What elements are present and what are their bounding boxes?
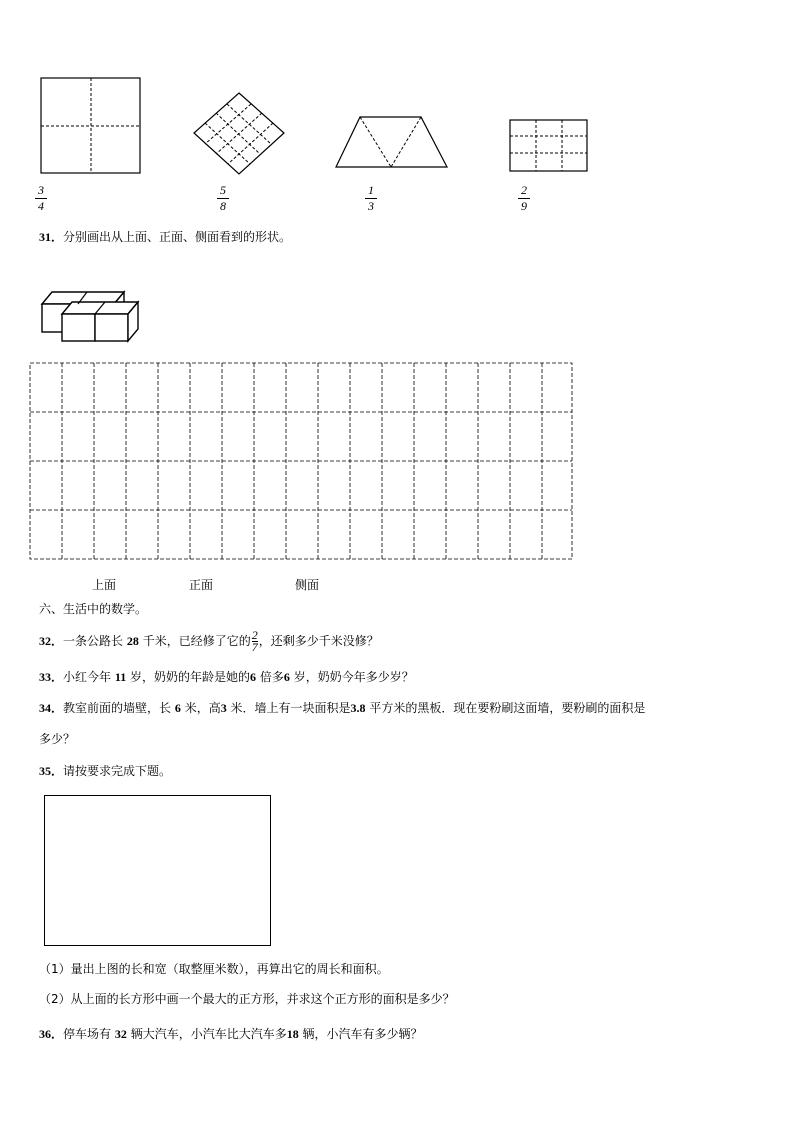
fraction-label-2: 5 8: [216, 184, 230, 213]
q32-fraction: $\frac{2}{7}$: [251, 628, 258, 654]
square-quarters-figure: [40, 77, 142, 175]
measure-rectangle: [44, 795, 271, 946]
fraction-label-4: 2 9: [517, 184, 531, 213]
view-label-front: 正面: [189, 578, 214, 592]
question-35-sub2: （2）从上面的长方形中画一个最大的正方形，并求这个正方形的面积是多少？: [39, 992, 455, 1006]
question-34: 34．教室前面的墙壁，长 6 米，高3 米．墙上有一块面积是3.8 平方米的黑板．现在要粉刷这面墙，要粉刷的面积是: [39, 701, 646, 715]
question-35: 35．请按要求完成下题。: [39, 764, 172, 778]
question-31: 31．分别画出从上面、正面、侧面看到的形状。: [39, 230, 292, 244]
question-33: 33．小红今年 11 岁，奶奶的年龄是她的6 倍多6 岁，奶奶今年多少岁？: [39, 670, 414, 684]
view-label-side: 侧面: [295, 578, 320, 592]
view-label-top: 上面: [92, 578, 117, 592]
fraction-label-3: 1 3: [364, 184, 378, 213]
cube-assembly-figure: [38, 288, 144, 344]
rectangle-grid-figure: [508, 118, 590, 174]
section-6-title: 六、生活中的数学。: [39, 602, 148, 616]
trapezoid-figure: [333, 115, 451, 171]
drawing-grid[interactable]: [29, 362, 575, 562]
question-35-sub1: （1）量出上图的长和宽（取整厘米数），再算出它的周长和面积。: [39, 962, 389, 976]
question-36: 36．停车场有 32 辆大汽车，小汽车比大汽车多18 辆，小汽车有多少辆？: [39, 1027, 423, 1041]
question-32: 32．一条公路长 28 千米，已经修了它的$\frac{2}{7}$，还剩多少千米没修？: [39, 628, 379, 654]
diamond-grid-figure: [192, 92, 286, 176]
question-34-line2: 多少？: [39, 732, 76, 746]
fraction-label-1: 3 4: [34, 184, 48, 213]
